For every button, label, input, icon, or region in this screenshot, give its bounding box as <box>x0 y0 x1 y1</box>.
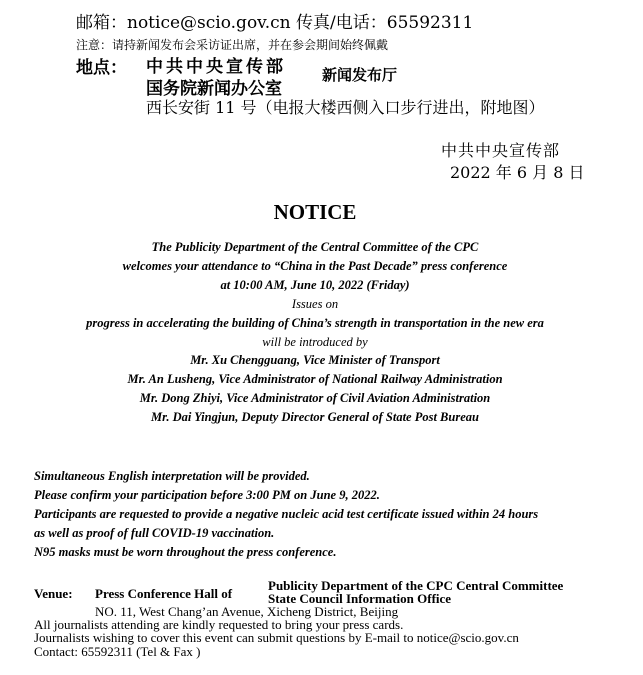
address-cn: 西长安街 11 号（电报大楼西侧入口步行进出，附地图） <box>146 98 545 117</box>
notice-introduced-by: will be introduced by <box>262 335 368 349</box>
requirement-line: as well as proof of full COVID-19 vaccination. <box>34 526 275 540</box>
speaker-line: Mr. Dong Zhiyi, Vice Administrator of Civil Aviation Administration <box>139 391 491 405</box>
venue-org-cpc: Publicity Department of the CPC Central Committee <box>268 578 564 593</box>
footer-line: Journalists wishing to cover this event can submit questions by E-mail to notice@scio.gov.cn <box>34 630 519 645</box>
footer-contact: Contact: 65592311 (Tel & Fax ) <box>34 644 201 659</box>
venue-address: NO. 11, West Chang’an Avenue, Xicheng District, Beijing <box>95 604 399 619</box>
footer-line: All journalists attending are kindly requested to bring your press cards. <box>34 617 404 632</box>
venue-hall: Press Conference Hall of <box>95 586 233 601</box>
venue-label: Venue: <box>34 586 73 601</box>
location-label: 地点： <box>76 58 127 78</box>
requirement-line: Please confirm your participation before 3:00 PM on June 9, 2022. <box>34 488 380 502</box>
requirement-line: Simultaneous English interpretation will be provided. <box>34 469 310 483</box>
attendance-note: 注意：请持新闻发布会采访证出席，并在参会期间始终佩戴 <box>76 38 389 52</box>
requirement-line: N95 masks must be worn throughout the press conference. <box>34 545 337 559</box>
org-name-cpc: 中共中央宣传部 <box>146 57 286 77</box>
notice-line: welcomes your attendance to “China in the Past Decade” press conference <box>122 259 508 273</box>
speaker-line: Mr. An Lusheng, Vice Administrator of National Railway Administration <box>127 372 503 386</box>
notice-title: NOTICE <box>273 200 357 224</box>
signature-date: 2022 年 6 月 8 日 <box>450 163 585 182</box>
speaker-line: Mr. Dai Yingjun, Deputy Director General of State Post Bureau <box>151 410 479 424</box>
notice-time: at 10:00 AM, June 10, 2022 (Friday) <box>220 278 410 292</box>
signature-org: 中共中央宣传部 <box>441 141 561 160</box>
requirement-line: Participants are requested to provide a negative nucleic acid test certificate issued within 24 hours <box>34 507 539 521</box>
venue-org-scio: State Council Information Office <box>268 591 452 606</box>
press-hall-cn: 新闻发布厅 <box>322 66 398 84</box>
speaker-line: Mr. Xu Chengguang, Vice Minister of Transport <box>190 353 440 367</box>
notice-line: The Publicity Department of the Central Committee of the CPC <box>151 240 479 254</box>
notice-topic: progress in accelerating the building of China’s strength in transportation in the new era <box>86 316 544 330</box>
mail-fax-line: 邮箱：notice@scio.gov.cn 传真/电话：65592311 <box>76 13 474 33</box>
org-name-scio: 国务院新闻办公室 <box>146 79 282 99</box>
notice-issues-label: Issues on <box>291 297 339 311</box>
